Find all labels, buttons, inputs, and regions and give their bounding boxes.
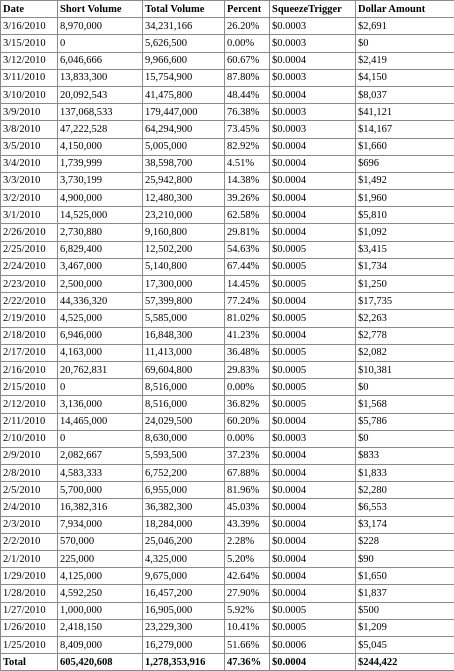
table-row	[1, 52, 454, 69]
table-row	[1, 636, 454, 653]
squeeze-trigger-cell: $0.0004	[270, 224, 356, 241]
table-row	[1, 344, 454, 361]
header-short-volume: Short Volume	[58, 1, 143, 18]
squeeze-trigger-cell: $0.0004	[270, 86, 356, 103]
short-volume-cell: 4,125,000	[58, 568, 143, 585]
total-total-volume: 1,278,353,916	[143, 654, 225, 671]
date-cell: 3/8/2010	[1, 121, 58, 138]
short-volume-cell: 0	[58, 430, 143, 447]
total-squeeze-trigger: $0.0004	[270, 654, 356, 671]
short-volume-cell: 0	[58, 379, 143, 396]
short-volume-cell: 137,068,533	[58, 104, 143, 121]
dollar-amount-cell: $0	[356, 35, 454, 52]
short-volume-cell: 4,900,000	[58, 190, 143, 207]
table-row	[1, 18, 454, 35]
table-row	[1, 585, 454, 602]
date-cell: 3/2/2010	[1, 190, 58, 207]
header-date: Date	[1, 1, 58, 18]
total-percent: 47.36%	[225, 654, 270, 671]
table-row	[1, 276, 454, 293]
percent-cell: 42.64%	[225, 568, 270, 585]
percent-cell: 0.00%	[225, 35, 270, 52]
date-cell: 2/26/2010	[1, 224, 58, 241]
date-cell: 3/10/2010	[1, 86, 58, 103]
total-volume-cell: 16,905,000	[143, 602, 225, 619]
percent-cell: 81.02%	[225, 310, 270, 327]
squeeze-trigger-cell: $0.0004	[270, 568, 356, 585]
squeeze-trigger-cell: $0.0005	[270, 361, 356, 378]
percent-cell: 48.44%	[225, 86, 270, 103]
percent-cell: 36.82%	[225, 396, 270, 413]
date-cell: 2/5/2010	[1, 482, 58, 499]
short-volume-cell: 8,970,000	[58, 18, 143, 35]
percent-cell: 62.58%	[225, 207, 270, 224]
date-cell: 2/24/2010	[1, 258, 58, 275]
percent-cell: 36.48%	[225, 344, 270, 361]
dollar-amount-cell: $696	[356, 155, 454, 172]
squeeze-trigger-cell: $0.0005	[270, 619, 356, 636]
short-volume-cell: 16,382,316	[58, 499, 143, 516]
table-row	[1, 602, 454, 619]
dollar-amount-cell: $10,381	[356, 361, 454, 378]
short-volume-cell: 3,467,000	[58, 258, 143, 275]
total-volume-cell: 64,294,900	[143, 121, 225, 138]
percent-cell: 60.20%	[225, 413, 270, 430]
total-volume-cell: 6,752,200	[143, 465, 225, 482]
total-volume-cell: 57,399,800	[143, 293, 225, 310]
percent-cell: 77.24%	[225, 293, 270, 310]
table-row	[1, 310, 454, 327]
percent-cell: 10.41%	[225, 619, 270, 636]
date-cell: 2/3/2010	[1, 516, 58, 533]
squeeze-trigger-cell: $0.0004	[270, 533, 356, 550]
dollar-amount-cell: $2,778	[356, 327, 454, 344]
percent-cell: 51.66%	[225, 636, 270, 653]
total-volume-cell: 16,848,300	[143, 327, 225, 344]
percent-cell: 14.45%	[225, 276, 270, 293]
percent-cell: 27.90%	[225, 585, 270, 602]
total-short-volume: 605,420,608	[58, 654, 143, 671]
header-squeeze-trigger: SqueezeTrigger	[270, 1, 356, 18]
squeeze-trigger-cell: $0.0004	[270, 499, 356, 516]
dollar-amount-cell: $1,650	[356, 568, 454, 585]
total-volume-cell: 8,516,000	[143, 396, 225, 413]
dollar-amount-cell: $4,150	[356, 69, 454, 86]
squeeze-trigger-cell: $0.0005	[270, 276, 356, 293]
squeeze-trigger-cell: $0.0004	[270, 293, 356, 310]
dollar-amount-cell: $1,837	[356, 585, 454, 602]
short-volume-cell: 570,000	[58, 533, 143, 550]
date-cell: 3/16/2010	[1, 18, 58, 35]
squeeze-trigger-cell: $0.0005	[270, 602, 356, 619]
total-volume-cell: 179,447,000	[143, 104, 225, 121]
total-volume-cell: 16,457,200	[143, 585, 225, 602]
dollar-amount-cell: $833	[356, 447, 454, 464]
table-row	[1, 138, 454, 155]
total-volume-cell: 11,413,000	[143, 344, 225, 361]
percent-cell: 67.44%	[225, 258, 270, 275]
total-volume-cell: 36,382,300	[143, 499, 225, 516]
dollar-amount-cell: $5,786	[356, 413, 454, 430]
short-volume-cell: 4,525,000	[58, 310, 143, 327]
squeeze-trigger-cell: $0.0004	[270, 190, 356, 207]
short-volume-cell: 47,222,528	[58, 121, 143, 138]
squeeze-trigger-cell: $0.0004	[270, 585, 356, 602]
percent-cell: 5.20%	[225, 551, 270, 568]
date-cell: 2/23/2010	[1, 276, 58, 293]
table-row	[1, 69, 454, 86]
total-volume-cell: 34,231,166	[143, 18, 225, 35]
date-cell: 2/2/2010	[1, 533, 58, 550]
short-volume-cell: 14,525,000	[58, 207, 143, 224]
table-row	[1, 482, 454, 499]
table-row	[1, 499, 454, 516]
table-row	[1, 35, 454, 52]
total-row	[1, 654, 454, 671]
percent-cell: 39.26%	[225, 190, 270, 207]
total-volume-cell: 23,229,300	[143, 619, 225, 636]
percent-cell: 14.38%	[225, 172, 270, 189]
squeeze-trigger-cell: $0.0003	[270, 430, 356, 447]
percent-cell: 60.67%	[225, 52, 270, 69]
percent-cell: 5.92%	[225, 602, 270, 619]
total-volume-cell: 69,604,800	[143, 361, 225, 378]
table-row	[1, 533, 454, 550]
header-dollar-amount: Dollar Amount	[356, 1, 454, 18]
percent-cell: 82.92%	[225, 138, 270, 155]
short-volume-cell: 8,409,000	[58, 636, 143, 653]
table-row	[1, 465, 454, 482]
squeeze-trigger-cell: $0.0005	[270, 396, 356, 413]
percent-cell: 2.28%	[225, 533, 270, 550]
short-volume-cell: 6,046,666	[58, 52, 143, 69]
short-volume-cell: 2,730,880	[58, 224, 143, 241]
short-volume-cell: 6,829,400	[58, 241, 143, 258]
short-volume-cell: 20,092,543	[58, 86, 143, 103]
short-volume-cell: 4,583,333	[58, 465, 143, 482]
total-volume-cell: 5,005,000	[143, 138, 225, 155]
percent-cell: 29.81%	[225, 224, 270, 241]
total-volume-cell: 8,516,000	[143, 379, 225, 396]
squeeze-trigger-cell: $0.0005	[270, 241, 356, 258]
table-row	[1, 619, 454, 636]
squeeze-trigger-cell: $0.0003	[270, 69, 356, 86]
total-volume-cell: 16,279,000	[143, 636, 225, 653]
percent-cell: 87.80%	[225, 69, 270, 86]
squeeze-trigger-cell: $0.0004	[270, 482, 356, 499]
date-cell: 2/15/2010	[1, 379, 58, 396]
table-row	[1, 396, 454, 413]
date-cell: 2/16/2010	[1, 361, 58, 378]
dollar-amount-cell: $3,174	[356, 516, 454, 533]
squeeze-trigger-cell: $0.0005	[270, 379, 356, 396]
percent-cell: 26.20%	[225, 18, 270, 35]
short-volume-cell: 4,150,000	[58, 138, 143, 155]
dollar-amount-cell: $8,037	[356, 86, 454, 103]
percent-cell: 41.23%	[225, 327, 270, 344]
table-row	[1, 155, 454, 172]
date-cell: 2/17/2010	[1, 344, 58, 361]
dollar-amount-cell: $5,045	[356, 636, 454, 653]
date-cell: 3/1/2010	[1, 207, 58, 224]
squeeze-trigger-cell: $0.0004	[270, 52, 356, 69]
date-cell: 2/8/2010	[1, 465, 58, 482]
table-row	[1, 447, 454, 464]
short-volume-cell: 20,762,831	[58, 361, 143, 378]
dollar-amount-cell: $90	[356, 551, 454, 568]
squeeze-trigger-cell: $0.0004	[270, 413, 356, 430]
percent-cell: 67.88%	[225, 465, 270, 482]
percent-cell: 81.96%	[225, 482, 270, 499]
squeeze-trigger-cell: $0.0004	[270, 551, 356, 568]
date-cell: 2/12/2010	[1, 396, 58, 413]
squeeze-trigger-cell: $0.0004	[270, 155, 356, 172]
total-volume-cell: 5,626,500	[143, 35, 225, 52]
squeeze-trigger-cell: $0.0003	[270, 104, 356, 121]
dollar-amount-cell: $1,092	[356, 224, 454, 241]
total-volume-cell: 25,046,200	[143, 533, 225, 550]
date-cell: 3/4/2010	[1, 155, 58, 172]
dollar-amount-cell: $1,568	[356, 396, 454, 413]
squeeze-trigger-cell: $0.0006	[270, 636, 356, 653]
header-row	[1, 1, 454, 18]
dollar-amount-cell: $1,209	[356, 619, 454, 636]
date-cell: 3/12/2010	[1, 52, 58, 69]
short-volume-cell: 1,000,000	[58, 602, 143, 619]
short-volume-cell: 2,082,667	[58, 447, 143, 464]
percent-cell: 54.63%	[225, 241, 270, 258]
dollar-amount-cell: $0	[356, 379, 454, 396]
percent-cell: 37.23%	[225, 447, 270, 464]
table-row	[1, 568, 454, 585]
total-volume-cell: 6,955,000	[143, 482, 225, 499]
short-volume-cell: 3,730,199	[58, 172, 143, 189]
short-volume-cell: 7,934,000	[58, 516, 143, 533]
table-row	[1, 413, 454, 430]
total-volume-cell: 38,598,700	[143, 155, 225, 172]
dollar-amount-cell: $0	[356, 430, 454, 447]
total-volume-cell: 15,754,900	[143, 69, 225, 86]
dollar-amount-cell: $41,121	[356, 104, 454, 121]
dollar-amount-cell: $3,415	[356, 241, 454, 258]
table-row	[1, 207, 454, 224]
squeeze-trigger-cell: $0.0004	[270, 516, 356, 533]
short-volume-cell: 225,000	[58, 551, 143, 568]
table-row	[1, 516, 454, 533]
dollar-amount-cell: $1,833	[356, 465, 454, 482]
total-volume-cell: 5,585,000	[143, 310, 225, 327]
header-percent: Percent	[225, 1, 270, 18]
percent-cell: 0.00%	[225, 430, 270, 447]
dollar-amount-cell: $2,419	[356, 52, 454, 69]
short-volume-cell: 3,136,000	[58, 396, 143, 413]
date-cell: 1/27/2010	[1, 602, 58, 619]
total-volume-cell: 5,593,500	[143, 447, 225, 464]
total-volume-cell: 5,140,800	[143, 258, 225, 275]
short-volume-cell: 4,592,250	[58, 585, 143, 602]
table-body	[1, 18, 454, 654]
table-row	[1, 241, 454, 258]
dollar-amount-cell: $500	[356, 602, 454, 619]
percent-cell: 73.45%	[225, 121, 270, 138]
date-cell: 3/9/2010	[1, 104, 58, 121]
table-row	[1, 430, 454, 447]
squeeze-trigger-cell: $0.0004	[270, 327, 356, 344]
percent-cell: 0.00%	[225, 379, 270, 396]
date-cell: 2/22/2010	[1, 293, 58, 310]
dollar-amount-cell: $228	[356, 533, 454, 550]
total-volume-cell: 18,284,000	[143, 516, 225, 533]
squeeze-trigger-cell: $0.0004	[270, 447, 356, 464]
date-cell: 2/1/2010	[1, 551, 58, 568]
table-row	[1, 551, 454, 568]
short-volume-cell: 13,833,300	[58, 69, 143, 86]
short-volume-cell: 44,336,320	[58, 293, 143, 310]
percent-cell: 29.83%	[225, 361, 270, 378]
squeeze-trigger-cell: $0.0005	[270, 258, 356, 275]
short-volume-cell: 2,418,150	[58, 619, 143, 636]
total-dollar-amount: $244,422	[356, 654, 454, 671]
total-volume-cell: 25,942,800	[143, 172, 225, 189]
total-volume-cell: 12,480,300	[143, 190, 225, 207]
total-volume-cell: 12,502,200	[143, 241, 225, 258]
date-cell: 2/19/2010	[1, 310, 58, 327]
dollar-amount-cell: $1,250	[356, 276, 454, 293]
squeeze-trigger-cell: $0.0004	[270, 172, 356, 189]
date-cell: 3/15/2010	[1, 35, 58, 52]
squeeze-trigger-cell: $0.0003	[270, 121, 356, 138]
squeeze-trigger-cell: $0.0004	[270, 465, 356, 482]
dollar-amount-cell: $2,691	[356, 18, 454, 35]
dollar-amount-cell: $2,263	[356, 310, 454, 327]
total-volume-cell: 9,966,600	[143, 52, 225, 69]
squeeze-trigger-cell: $0.0005	[270, 344, 356, 361]
table-row	[1, 293, 454, 310]
percent-cell: 43.39%	[225, 516, 270, 533]
short-volume-cell: 0	[58, 35, 143, 52]
date-cell: 1/25/2010	[1, 636, 58, 653]
short-volume-cell: 6,946,000	[58, 327, 143, 344]
date-cell: 3/5/2010	[1, 138, 58, 155]
date-cell: 2/11/2010	[1, 413, 58, 430]
total-volume-cell: 9,160,800	[143, 224, 225, 241]
squeeze-trigger-cell: $0.0004	[270, 138, 356, 155]
table-row	[1, 379, 454, 396]
total-label: Total	[1, 654, 58, 671]
date-cell: 3/3/2010	[1, 172, 58, 189]
dollar-amount-cell: $1,660	[356, 138, 454, 155]
date-cell: 2/25/2010	[1, 241, 58, 258]
dollar-amount-cell: $1,734	[356, 258, 454, 275]
table-row	[1, 361, 454, 378]
table-row	[1, 172, 454, 189]
dollar-amount-cell: $1,492	[356, 172, 454, 189]
dollar-amount-cell: $17,735	[356, 293, 454, 310]
total-volume-cell: 23,210,000	[143, 207, 225, 224]
percent-cell: 45.03%	[225, 499, 270, 516]
table-row	[1, 190, 454, 207]
dollar-amount-cell: $6,553	[356, 499, 454, 516]
table-row	[1, 327, 454, 344]
total-volume-cell: 8,630,000	[143, 430, 225, 447]
squeeze-trigger-cell: $0.0005	[270, 310, 356, 327]
date-cell: 2/4/2010	[1, 499, 58, 516]
table-row	[1, 104, 454, 121]
table-row	[1, 121, 454, 138]
squeeze-trigger-cell: $0.0003	[270, 35, 356, 52]
table-row	[1, 258, 454, 275]
short-volume-cell: 14,465,000	[58, 413, 143, 430]
total-volume-cell: 9,675,000	[143, 568, 225, 585]
short-volume-cell: 1,739,999	[58, 155, 143, 172]
date-cell: 1/29/2010	[1, 568, 58, 585]
dollar-amount-cell: $2,280	[356, 482, 454, 499]
total-volume-cell: 41,475,800	[143, 86, 225, 103]
dollar-amount-cell: $2,082	[356, 344, 454, 361]
total-volume-cell: 24,029,500	[143, 413, 225, 430]
short-volume-cell: 5,700,000	[58, 482, 143, 499]
percent-cell: 4.51%	[225, 155, 270, 172]
table-row	[1, 86, 454, 103]
date-cell: 3/11/2010	[1, 69, 58, 86]
dollar-amount-cell: $5,810	[356, 207, 454, 224]
date-cell: 2/10/2010	[1, 430, 58, 447]
dollar-amount-cell: $1,960	[356, 190, 454, 207]
total-volume-cell: 4,325,000	[143, 551, 225, 568]
date-cell: 1/28/2010	[1, 585, 58, 602]
short-volume-cell: 4,163,000	[58, 344, 143, 361]
squeeze-trigger-cell: $0.0004	[270, 207, 356, 224]
dollar-amount-cell: $14,167	[356, 121, 454, 138]
header-total-volume: Total Volume	[143, 1, 225, 18]
percent-cell: 76.38%	[225, 104, 270, 121]
date-cell: 2/9/2010	[1, 447, 58, 464]
date-cell: 2/18/2010	[1, 327, 58, 344]
total-volume-cell: 17,300,000	[143, 276, 225, 293]
date-cell: 1/26/2010	[1, 619, 58, 636]
squeeze-trigger-cell: $0.0003	[270, 18, 356, 35]
table-row	[1, 224, 454, 241]
short-volume-cell: 2,500,000	[58, 276, 143, 293]
